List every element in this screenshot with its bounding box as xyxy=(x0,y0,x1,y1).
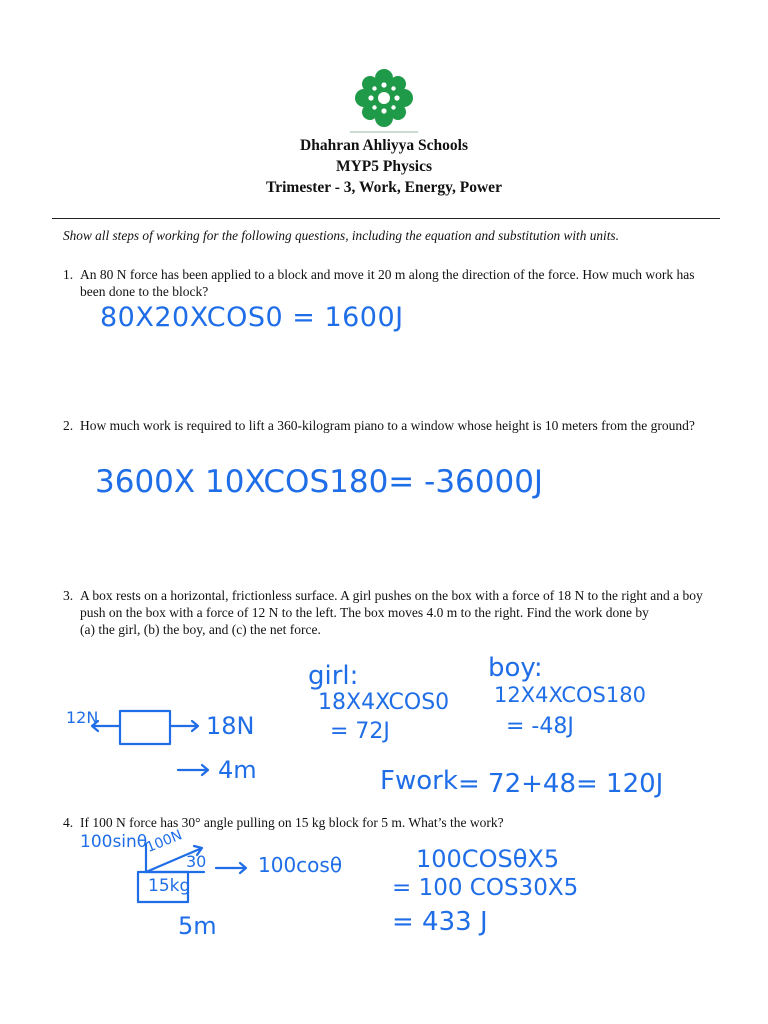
distance-label: 5m xyxy=(178,912,217,940)
boy-label: boy: xyxy=(488,653,543,683)
question-number: 2. xyxy=(63,418,74,433)
topic-title: Trimester - 3, Work, Energy, Power xyxy=(266,179,502,196)
course-title: MYP5 Physics xyxy=(335,158,432,175)
box-shape xyxy=(120,711,170,744)
question-number: 4. xyxy=(63,815,74,830)
left-force-label: 12N xyxy=(66,708,99,727)
mass-label: 15kg xyxy=(148,876,191,896)
question-text: If 100 N force has 30° angle pulling on 15 kg block for 5 m. What’s the work? xyxy=(80,815,504,830)
net-work-equation: = 72+48= 120J xyxy=(458,769,664,799)
boy-result: = -48J xyxy=(506,714,574,739)
girl-result: = 72J xyxy=(330,719,390,744)
question-number: 1. xyxy=(63,267,74,282)
net-work-label: Fwork xyxy=(380,766,458,796)
distance-label: 4m xyxy=(218,756,257,784)
question-text: A box rests on a horizontal, frictionless surface. A girl pushes on the box with a force of 18 N to the right and a boy push on the box with a force of 12 N to the left. The box moves 4.0 m to the right. Find the work done by xyxy=(80,588,703,620)
school-name: Dhahran Ahliyya Schools xyxy=(300,137,468,154)
distance-arrow-icon xyxy=(174,758,214,782)
girl-label: girl: xyxy=(308,661,359,691)
work-line-1: 100COSθX5 xyxy=(416,845,560,873)
right-force-label: 18N xyxy=(206,712,255,740)
horizontal-component-label: 100cosθ xyxy=(258,853,343,877)
force-label: 100N xyxy=(144,827,185,856)
angle-label: 30 xyxy=(186,852,207,871)
question-2 xyxy=(63,417,713,434)
school-logo xyxy=(346,68,422,134)
component-arrow-icon xyxy=(212,856,252,880)
question-3 xyxy=(63,587,713,638)
question-4 xyxy=(63,814,713,831)
header-divider xyxy=(52,218,720,219)
boy-equation: 12X4XCOS180 xyxy=(494,683,646,707)
answer-1-handwriting: 80X20XCOS0 = 1600J xyxy=(100,302,404,333)
work-line-2: = 100 COS30X5 xyxy=(392,875,579,901)
question-1 xyxy=(63,266,713,300)
right-arrow-icon xyxy=(170,721,198,731)
answer-2-handwriting: 3600X 10XCOS180= -36000J xyxy=(95,464,544,500)
q3-box-diagram xyxy=(80,700,220,760)
girl-equation: 18X4XCOS0 xyxy=(318,690,450,715)
work-line-3: = 433 J xyxy=(392,907,488,937)
instructions: Show all steps of working for the following questions, including the equation and substitution with units. xyxy=(63,228,619,243)
question-number: 3. xyxy=(63,588,74,603)
question-text: How much work is required to lift a 360-kilogram piano to a window whose height is 10 meters from the ground? xyxy=(80,418,695,433)
question-subparts: (a) the girl, (b) the boy, and (c) the net force. xyxy=(80,622,321,637)
question-text: An 80 N force has been applied to a block and move it 20 m along the direction of the force. How much work has been done to the block? xyxy=(80,267,695,299)
vertical-component-label: 100sinθ xyxy=(80,832,148,852)
